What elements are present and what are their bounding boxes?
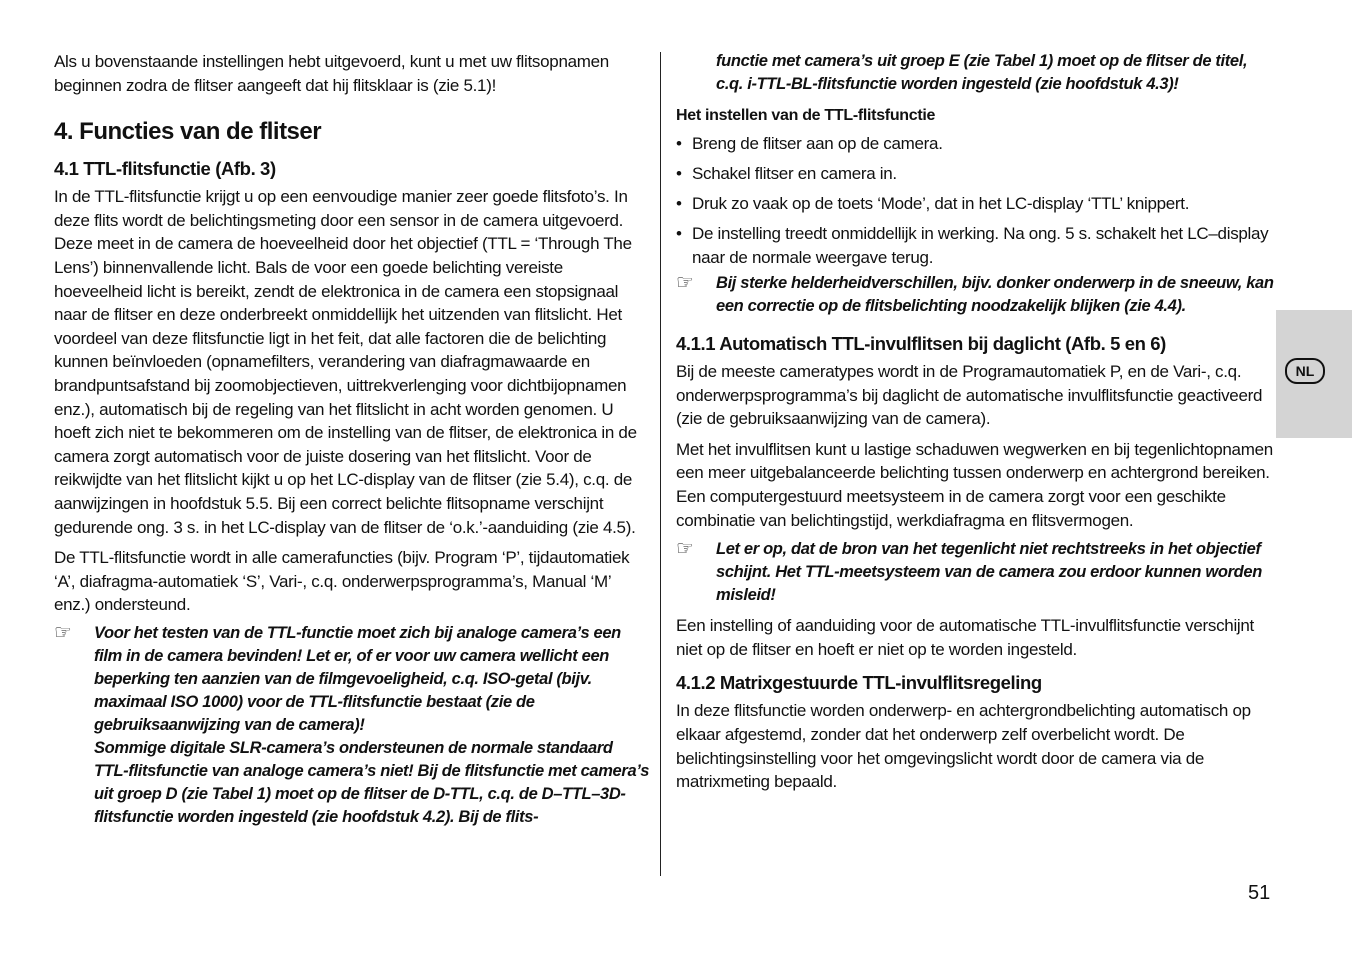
section-title-4-1: 4.1 TTL-flitsfunctie (Afb. 3)	[54, 158, 276, 180]
paragraph-camera-functions: De TTL-flitsfunctie wordt in alle camerafuncties (bijv. Program ‘P’, tijdautomatiek ‘A’, diafragma-automatiek ‘S’, Vari-, c.q. onderwerpsprogramma’s, Manual ‘M’ enz.) ondersteund.	[54, 548, 630, 615]
language-badge: NL	[1285, 358, 1325, 384]
pointing-hand-icon: ☞	[54, 621, 72, 644]
paragraph-no-setting: Een instelling of aanduiding voor de automatische TTL-invulflitsfunctie verschijnt niet op de flitser en hoeft er niet op te worden ingesteld.	[676, 616, 1254, 659]
bullet-icon: •	[676, 224, 682, 244]
chapter-title: 4. Functies van de flitser	[54, 118, 322, 146]
pointing-hand-icon: ☞	[676, 538, 694, 561]
pointing-hand-icon: ☞	[676, 271, 694, 294]
note-text: Let er op, dat de bron van het tegenlicht niet rechtstreeks in het objectief schijnt. Het TTL-meetsysteem van de camera zou erdoor kunnen worden misleid!	[716, 540, 1262, 605]
intro-paragraph: Als u bovenstaande instellingen hebt uitgevoerd, kunt u met uw flitsopnamen beginnen zodra de flitser aangeeft dat hij flitsklaar is (zie 5.1)!	[54, 52, 609, 95]
note-digital-slr: Sommige digitale SLR-camera’s ondersteunen de normale standaard TTL-flitsfunctie van analoge camera’s niet! Bij de flitsfunctie met camera’s uit groep D (zie Tabel 1) moet op de flitser de D-TTL, c.q. de D–TTL–3D-flitsfunctie worden ingesteld (zie hoofdstuk 4.2). Bij de flits-	[94, 738, 650, 826]
paragraph-matrix: In deze flitsfunctie worden onderwerp- en achtergrondbelichting automatisch op elkaar afgestemd, zonder dat het onderwerp zelf overbelicht wordt. De belichtingsinstelling voor het omgevingslicht wordt door de camera via de matrixmeting bepaald.	[676, 701, 1251, 792]
note-continuation: functie met camera’s uit groep E (zie Tabel 1) moet op de flitser de titel, c.q. i-TTL-BL-flitsfunctie worden ingesteld (zie hoofdstuk 4.3)!	[716, 52, 1248, 93]
list-item: • Schakel flitser en camera in.	[676, 162, 1274, 186]
section-title-4-1-1: 4.1.1 Automatisch TTL-invulflitsen bij daglicht (Afb. 5 en 6)	[676, 332, 1166, 354]
paragraph-fill-flash: Met het invulflitsen kunt u lastige schaduwen wegwerken en bij tegenlichtopnamen een meer uitgebalanceerde belichting tussen onderwerp en achtergrond bereiken. Een computergestuurd meetsysteem in de camera zorgt voor een geschikte combinatie van belichtingstijd, werkdiafragma en flitsvermogen.	[676, 439, 1273, 530]
section-title-4-1-2: 4.1.2 Matrixgestuurde TTL-invulflitsregeling	[676, 672, 1042, 694]
list-item: • Breng de flitser aan op de camera.	[676, 132, 1274, 156]
note-brightness	[676, 272, 1274, 318]
note-backlight	[676, 538, 1274, 607]
bullet-icon: •	[676, 134, 682, 153]
right-column	[676, 50, 1274, 794]
note-analog-film	[54, 622, 650, 737]
list-item: • Druk zo vaak op de toets ‘Mode’, dat in het LC-display ‘TTL’ knippert.	[676, 192, 1274, 216]
page-number: 51	[1248, 882, 1271, 904]
paragraph-daylight-fill: Bij de meeste cameratypes wordt in de Programautomatiek P, en de Vari-, c.q. onderwerpsprogramma’s bij daglicht de automatische invulflitsfunctie geactiveerd (zie de gebruiksaanwijzing van de camera).	[676, 361, 1263, 429]
list-item: • De instelling treedt onmiddellijk in werking. Na ong. 5 s. schakelt het LC–display naar de normale weergave terug.	[676, 224, 1269, 267]
bullet-icon: •	[676, 194, 682, 214]
language-tab	[1276, 310, 1352, 438]
left-column	[54, 50, 650, 829]
paragraph-ttl-function: In de TTL-flitsfunctie krijgt u op een eenvoudige manier zeer goede flitsfoto’s. In deze flits wordt de belichtingsmeting door een sensor in de camera uitgevoerd. Deze meet in de camera de hoeveelheid door het objectief (TTL = ‘Through The Lens’) binnenvallende licht. Bals de voor een goede belichting vereiste hoeveelheid licht is bereikt, zendt de elektronica in de camera een stopsignaal naar de flitser en deze onderbreekt onmiddellijk het uitzenden van flitslicht. Het voordeel van deze flitsfunctie ligt in het feit, dat alle factoren die de belichting kunnen beïnvloeden (opnamefilters, verandering van diafragmawaarde en brandpuntsafstand bij zoomobjectieven, uittrekverlenging voor dichtbijopnamen enz.), automatisch bij de regeling van het flitslicht in acht worden genomen. U hoeft zich niet te bekommeren om de instelling van de flitser, de elektronica in de camera zorgt automatisch voor de juiste dosering van het flitslicht. Voor de reikwijdte van het flitslicht kijkt u op het LC-display van de flitser (zie 5.4), c.q. de aanwijzingen in hoofdstuk 5.5. Bij een correct belichte flitsopname verschijnt gedurende ong. 3 s. in het LC-display van de flitser de ‘o.k.’-aanduiding (zie 4.5).	[54, 187, 637, 537]
setup-steps-list	[676, 132, 1274, 269]
note-text: Voor het testen van de TTL-functie moet zich bij analoge camera’s een film in de camera bevinden! Let er, of er voor uw camera wellicht een beperking ten aanzien van de filmgevoeligheid, c.q. ISO-getal (bijv. maximaal ISO 1000) voor de TTL-flitsfunctie bestaat (zie de gebruiksaanwijzing van de camera)!	[94, 623, 621, 734]
note-text: Bij sterke helderheidverschillen, bijv. donker onderwerp in de sneeuw, kan een correctie op de flitsbelichting noodzakelijk blijken (zie 4.4).	[716, 273, 1274, 315]
subheading-ttl-setup: Het instellen van de TTL-flitsfunctie	[676, 107, 936, 124]
column-divider	[660, 52, 661, 876]
bullet-icon: •	[676, 164, 682, 184]
